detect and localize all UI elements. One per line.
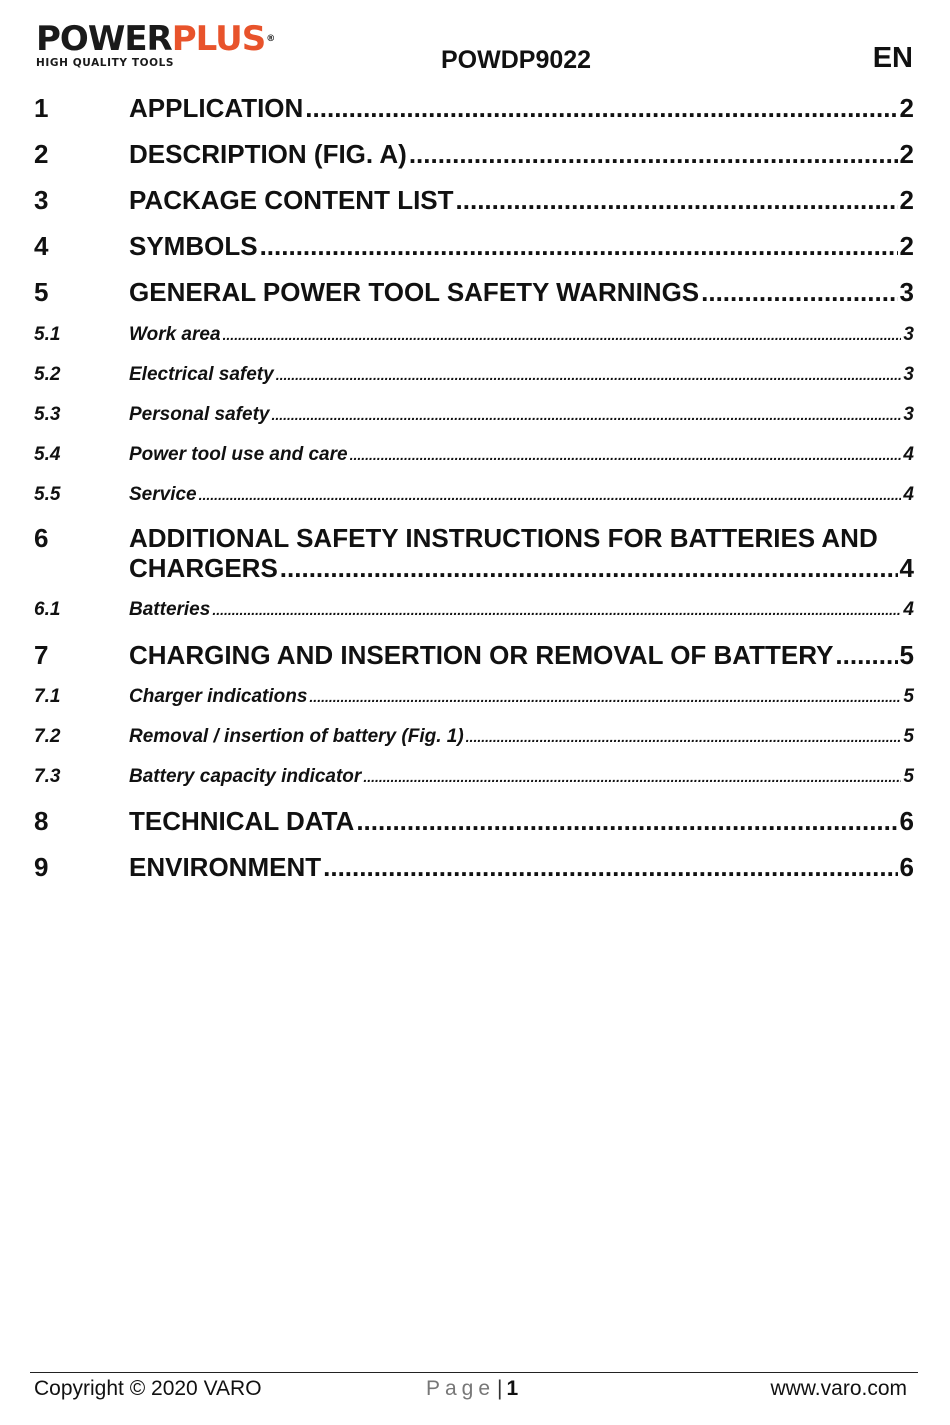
toc-entry-4[interactable]: 4 SYMBOLS ..... 2 [34, 231, 914, 261]
logo-wordmark: POWERPLUS® [36, 19, 275, 59]
toc-entry-5-1[interactable]: 5.1 Work area ..... 3 [34, 324, 914, 346]
toc-entry-5-2[interactable]: 5.2 Electrical safety ..... 3 [34, 364, 914, 386]
toc-entry-5[interactable]: 5 GENERAL POWER TOOL SAFETY WARNINGS ..... 3 [34, 277, 914, 307]
toc-entry-7-1[interactable]: 7.1 Charger indications ..... 5 [34, 686, 914, 708]
footer-page-indicator [426, 1377, 518, 1401]
toc-entry-5-5[interactable]: 5.5 Service ..... 4 [34, 484, 914, 506]
language-code: EN [872, 42, 913, 74]
toc-entry-5-3[interactable]: 5.3 Personal safety ..... 3 [34, 404, 914, 426]
page-number: 1 [506, 1377, 519, 1400]
footer-website-link[interactable]: www.varo.com [770, 1377, 907, 1400]
logo-tagline: HIGH QUALITY TOOLS [36, 57, 175, 69]
toc-entry-7-3[interactable]: 7.3 Battery capacity indicator ..... 5 [34, 766, 914, 788]
toc-entry-8[interactable]: 8 TECHNICAL DATA ..... 6 [34, 806, 914, 836]
toc-entry-7-2[interactable]: 7.2 Removal / insertion of battery (Fig. 1) ..... 5 [34, 726, 914, 748]
toc-entry-6-1[interactable]: 6.1 Batteries ..... 4 [34, 599, 914, 621]
footer-copyright: Copyright © 2020 VARO [34, 1377, 262, 1400]
toc-entry-5-4[interactable]: 5.4 Power tool use and care ..... 4 [34, 444, 914, 466]
brand-logo [36, 19, 316, 69]
page-separator: | [497, 1377, 503, 1400]
toc-entry-1[interactable]: 1 APPLICATION ..... 2 [34, 93, 914, 123]
toc-entry-2[interactable]: 2 DESCRIPTION (FIG. A) ..... 2 [34, 139, 914, 169]
page-label: Page [426, 1377, 496, 1400]
toc-entry-6[interactable]: 6 ADDITIONAL SAFETY INSTRUCTIONS FOR BATTERIES AND CHARGERS ..... 4 [34, 523, 914, 583]
toc-entry-9[interactable]: 9 ENVIRONMENT ..... 6 [34, 852, 914, 882]
model-number: POWDP9022 [441, 46, 592, 74]
toc-entry-3[interactable]: 3 PACKAGE CONTENT LIST ..... 2 [34, 185, 914, 215]
footer-divider [30, 1372, 918, 1373]
toc-entry-7[interactable]: 7 CHARGING AND INSERTION OR REMOVAL OF BATTERY ..... 5 [34, 640, 914, 670]
